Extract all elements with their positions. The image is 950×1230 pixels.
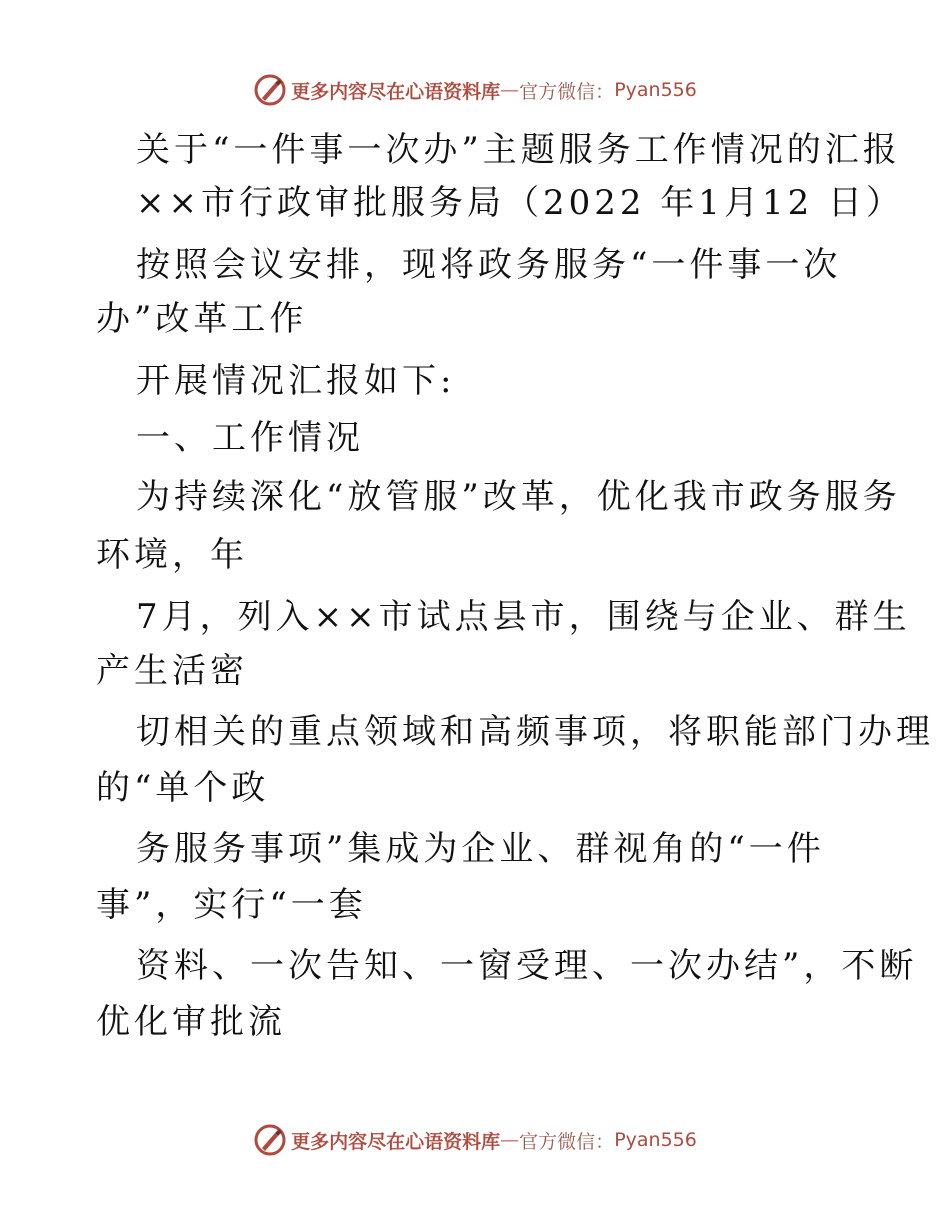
header-watermark [0, 70, 950, 110]
pen-logo-icon [253, 73, 287, 107]
paragraph-line: 的“单个政 [96, 768, 270, 808]
paragraph-line: 办”改革工作 [96, 299, 308, 339]
watermark-wechat-id: Pyan556 [614, 1129, 697, 1151]
paragraph-line: 7月，列入××市试点县市，围绕与企业、群生 [136, 597, 911, 637]
document-byline: ××市行政审批服务局（2022 年1月12 日） [136, 183, 905, 223]
paragraph-line: 为持续深化“放管服”改革，优化我市政务服务 [136, 477, 901, 517]
paragraph-line: 资料、一次告知、一窗受理、一次办结”，不断 [136, 946, 918, 986]
paragraph-line: 务服务事项”集成为企业、群视角的“一件 [136, 829, 825, 869]
watermark-wechat-label: 官方微信： [519, 1130, 615, 1153]
paragraph-line: 开展情况汇报如下: [136, 361, 456, 401]
paragraph-line: 按照会议安排，现将政务服务“一件事一次 [136, 245, 842, 285]
watermark-wechat-label: 官方微信： [519, 80, 615, 103]
paragraph-line: 事”，实行“一套 [96, 885, 367, 925]
watermark-separator: — [500, 79, 520, 101]
paragraph-line: 环境，年 [96, 535, 248, 575]
paragraph-line: 优化审批流 [96, 1002, 286, 1042]
footer-watermark [0, 1120, 950, 1160]
watermark-wechat-id: Pyan556 [614, 79, 697, 101]
pen-logo-icon [253, 1123, 287, 1157]
paragraph-line: 产生活密 [96, 651, 248, 691]
watermark-main-text: 更多内容尽在心语资料库 [291, 80, 501, 103]
watermark-separator: — [500, 1129, 520, 1151]
document-title: 关于“一件事一次办”主题服务工作情况的汇报 [136, 130, 901, 170]
paragraph-line: 切相关的重点领域和高频事项，将职能部门办理 [136, 712, 934, 752]
section-heading: 一、工作情况 [136, 418, 364, 458]
watermark-main-text: 更多内容尽在心语资料库 [291, 1130, 501, 1153]
